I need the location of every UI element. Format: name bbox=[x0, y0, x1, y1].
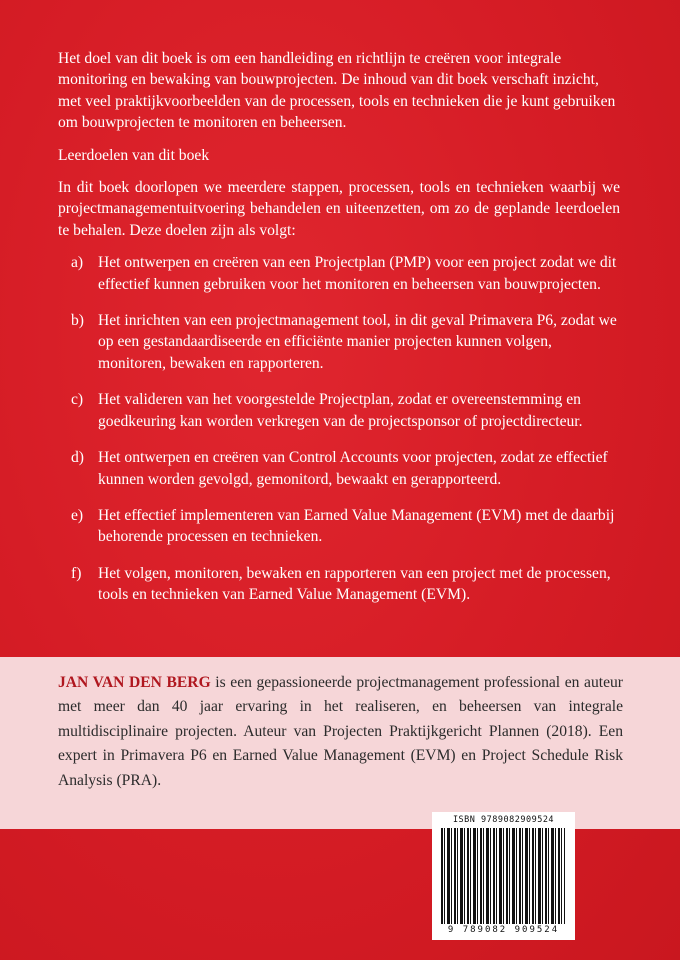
isbn-label: ISBN 9789082909524 bbox=[452, 815, 555, 825]
goal-item bbox=[58, 389, 620, 432]
goal-text: Het effectief implementeren van Earned Value Management (EVM) met de daarbij behorende processen en technieken. bbox=[98, 506, 615, 546]
goal-marker: a) bbox=[71, 254, 84, 272]
goal-marker: c) bbox=[71, 391, 84, 409]
goals-list bbox=[58, 252, 620, 605]
author-name: JAN VAN DEN BERG bbox=[58, 674, 211, 691]
goal-text: Het inrichten van een projectmanagement tool, in dit geval Primavera P6, zodat we op een gestandaardiseerde en efficiënte manier projecten kunnen volgen, monitoren, bewaken en rapporteren. bbox=[98, 312, 617, 372]
goal-text: Het ontwerpen en creëren van een Projectplan (PMP) voor een project zodat we dit effectief kunnen gebruiken voor het monitoren en beheersen van bouwprojecten. bbox=[98, 254, 617, 293]
goal-text: Het volgen, monitoren, bewaken en rapporteren van een project met de processen, tools en technieken van Earned Value Management (EVM). bbox=[98, 564, 611, 604]
goal-item bbox=[58, 563, 620, 606]
author-bio-band bbox=[0, 657, 680, 829]
barcode bbox=[432, 812, 575, 940]
author-bio-text: is een gepassioneerde projectmanagement professional en auteur met meer dan 40 jaar ervaring in het realiseren, en beheersen van integrale multidisciplinaire projecten. Auteur van Projecten Praktijkgericht Plannen (2018). Een expert in Primavera P6 en Earned Value Management (EVM) en Project Schedule Risk Analysis (PRA). bbox=[58, 674, 623, 789]
goal-marker: f) bbox=[71, 564, 82, 582]
intro-paragraph: Het doel van dit boek is om een handleiding en richtlijn te creëren voor integrale monitoring en bewaking van bouwprojecten. De inhoud van dit boek verschaft inzicht, met veel praktijkvoorbeelden van de processen, tools en technieken die je kunt gebruiken om bouwprojecten te monitoren en beheersen. bbox=[58, 50, 616, 132]
author-bio bbox=[58, 671, 623, 793]
goal-text: Het ontwerpen en creëren van Control Accounts voor projecten, zodat ze effectief kunnen worden gevolgd, gemonitord, bewaakt en gerapporteerd. bbox=[98, 449, 608, 488]
goals-intro: In dit boek doorlopen we meerdere stappen, processen, tools en technieken waarbij we projectmanagementuitvoering behandelen en uiteenzetten, om zo de geplande leerdoelen te behalen. Deze doelen zijn als volgt: bbox=[58, 179, 620, 239]
barcode-bars-icon bbox=[441, 828, 565, 924]
goal-marker: b) bbox=[71, 312, 84, 330]
goal-item bbox=[58, 252, 620, 295]
goal-item bbox=[58, 310, 620, 374]
goals-heading: Leerdoelen van dit boek bbox=[58, 146, 210, 164]
goal-text: Het valideren van het voorgestelde Projectplan, zodat er overeenstemming en goedkeuring kan worden verkregen van de projectsponsor of projectdirecteur. bbox=[98, 391, 583, 430]
isbn-digits: 9 789082 909524 bbox=[447, 925, 560, 935]
goal-marker: d) bbox=[71, 449, 84, 467]
description-block bbox=[58, 48, 620, 621]
goal-marker: e) bbox=[71, 506, 84, 524]
goal-item bbox=[58, 505, 620, 548]
goal-item bbox=[58, 447, 620, 490]
